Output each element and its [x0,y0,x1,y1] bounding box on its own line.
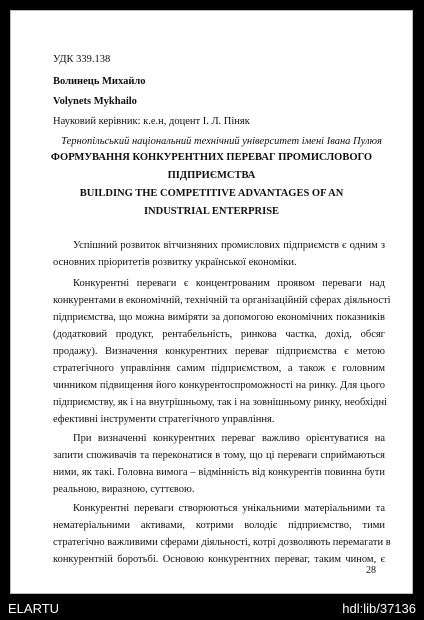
title-ua-line1: ФОРМУВАННЯ КОНКУРЕНТНИХ ПЕРЕВАГ ПРОМИСЛОВОГО [50,152,373,163]
page-number: 28 [366,565,376,576]
paragraph-line: стратегічного управління самим підприємством, а також є головним [53,363,385,374]
paragraph-line: продажу). Визначення конкурентних перевағ підприємства є метою [53,346,385,357]
paragraph-line: Конкурентні переваги є концентрованим проявом переваги над [73,278,385,289]
title-en-line1: BUILDING THE COMPETITIVE ADVANTAGES OF AN [79,188,344,199]
author-en: Volynets Mykhailo [53,96,137,107]
paragraph-line: (додатковий продукт, рентабельність, ринкова частка, дохід, обсяг [53,329,385,340]
paragraph-line: конкурентній боротьбі. Основою конкурентних переваг, таким чином, є [53,554,385,565]
paragraph-line: стратегічно важливими сферами діяльності, котрі дозволяють перемагати в [53,537,391,548]
udk-code: УДК 339.138 [53,54,111,65]
paragraph-line: реальною, виразною, суттєвою. [53,484,195,495]
paragraph-line: ефективні інструменти стратегічного управління. [53,414,275,425]
footer-repository-label: ELARTU [8,601,60,616]
paragraph-line: чинником підвищення його конкурентоспроможності на ринку. Для цього [53,380,385,391]
paragraph-line: основних пріоритетів розвитку української економіки. [53,257,297,268]
paragraph-line: конкурентами в економічній, технічній та організаційній сферах діяльності [53,295,391,306]
supervisor: Науковий керівник: к.е.н, доцент І. Л. Піняк [53,116,250,127]
paragraph-line: запити споживачів та переконатися в тому, що ці переваги сприймаються [53,450,385,461]
document-page [10,10,413,594]
paragraph-line: Успішний розвиток вітчизняних промислових підприємств є одним з [73,240,385,251]
paragraph-line: підприємству, як і на внутрішньому, так і на зовнішньому ринку, необхідні [53,397,388,408]
footer-handle-link[interactable]: hdl:lib/37136 [342,601,416,616]
paragraph-line: підприємства, що можна виміряти за допомогою економічних показників [53,312,385,323]
footer-bar [0,596,424,620]
paragraph-line: Конкурентні переваги створюються унікальними матеріальними та [73,503,385,514]
title-en-line2: INDUSTRIAL ENTERPRISE [143,206,280,217]
title-ua-line2: ПІДПРИЄМСТВА [167,170,256,181]
paragraph-line: При визначенні конкурентних переваг важливо орієнтуватися на [73,433,385,444]
paragraph-line: ними, як такі. Головна вимога – відмінність від конкурентів повинна бути [53,467,385,478]
author-ua: Волинець Михайло [53,76,146,87]
paragraph-line: нематеріальними активами, котрими володіє підприємство, тими [53,520,385,531]
university: Тернопільський національний технічний університет імені Івана Пулюя [61,136,382,147]
